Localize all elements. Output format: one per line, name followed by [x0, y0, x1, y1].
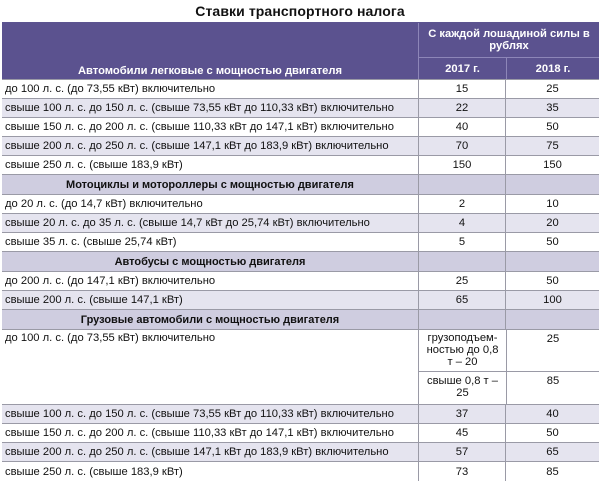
value-2017: 150	[418, 156, 505, 174]
load-capacity-high: свыше 0,8 т – 25	[427, 375, 498, 399]
table-row	[2, 424, 599, 443]
value-2017: 5	[418, 233, 505, 251]
table-row-truck-first	[2, 330, 599, 405]
value-2018: 50	[505, 272, 599, 290]
category-header: Автомобили легковые с мощностью двигателя	[77, 65, 343, 77]
truck-subrows	[418, 330, 599, 404]
table-row	[2, 291, 599, 310]
table-row	[2, 233, 599, 252]
value-2018: 85	[506, 372, 599, 404]
table-row	[2, 137, 599, 156]
page-title: Ставки транспортного налога	[195, 3, 405, 19]
table-row	[2, 99, 599, 118]
value-2018: 10	[505, 195, 599, 213]
row-label: свыше 200 л. с. (свыше 147,1 кВт)	[5, 294, 183, 306]
table-row	[2, 462, 599, 481]
value-2018: 150	[505, 156, 599, 174]
load-capacity-low: грузоподъем-ностью до 0,8 т – 20	[426, 332, 499, 368]
value-2017: 45	[418, 424, 505, 442]
table-row	[2, 272, 599, 291]
rates-header	[418, 23, 599, 79]
value-2018: 75	[505, 137, 599, 155]
value-2017: 73	[418, 462, 505, 481]
value-2018: 85	[505, 462, 599, 481]
value-2017: 22	[418, 99, 505, 117]
row-label: до 20 л. с. (до 14,7 кВт) включительно	[5, 198, 203, 210]
value-2017: 25	[418, 272, 505, 290]
value-2018: 50	[505, 233, 599, 251]
table-row	[2, 443, 599, 462]
row-label: свыше 100 л. с. до 150 л. с. (свыше 73,55 кВт до 110,33 кВт) включительно	[5, 102, 394, 114]
section-header-motorcycles	[2, 175, 599, 195]
section-title: Грузовые автомобили с мощностью двигателя	[80, 313, 340, 326]
row-label: до 100 л. с. (до 73,55 кВт) включительно	[5, 332, 216, 344]
value-2018: 25	[506, 330, 599, 371]
table-row	[2, 214, 599, 233]
value-2017: 4	[418, 214, 505, 232]
value-2017: 2	[418, 195, 505, 213]
value-2018: 20	[505, 214, 599, 232]
section-header-trucks	[2, 310, 599, 330]
value-2018: 40	[505, 405, 599, 423]
table-row	[2, 195, 599, 214]
table-row	[2, 405, 599, 424]
section-header-buses	[2, 252, 599, 272]
value-2017: 70	[418, 137, 505, 155]
value-2018: 50	[505, 424, 599, 442]
row-label: свыше 150 л. с. до 200 л. с. (свыше 110,33 кВт до 147,1 кВт) включительно	[5, 121, 394, 133]
section-title: Автобусы с мощностью двигателя	[114, 255, 306, 268]
tax-rates-table	[2, 22, 599, 481]
table-row	[2, 118, 599, 137]
row-label: свыше 250 л. с. (свыше 183,9 кВт)	[5, 465, 183, 478]
value-2017: 37	[418, 405, 505, 423]
row-label: свыше 20 л. с. до 35 л. с. (свыше 14,7 кВт до 25,74 кВт) включительно	[5, 217, 370, 229]
value-2018: 50	[505, 118, 599, 136]
value-2018: 35	[505, 99, 599, 117]
value-2018: 25	[505, 80, 599, 98]
value-2018: 100	[505, 291, 599, 309]
value-2018: 65	[505, 443, 599, 461]
row-label: до 200 л. с. (до 147,1 кВт) включительно	[5, 275, 216, 287]
section-title: Мотоциклы и мотороллеры с мощностью двигателя	[66, 178, 354, 191]
row-label: до 100 л. с. (до 73,55 кВт) включительно	[5, 83, 216, 95]
row-label: свыше 100 л. с. до 150 л. с. (свыше 73,55 кВт до 110,33 кВт) включительно	[5, 408, 394, 420]
table-header	[2, 23, 599, 80]
row-label: свыше 150 л. с. до 200 л. с. (свыше 110,33 кВт до 147,1 кВт) включительно	[5, 427, 394, 439]
value-2017: 65	[418, 291, 505, 309]
year-2017-header: 2017 г.	[445, 62, 480, 75]
table-row	[2, 156, 599, 175]
year-2018-header: 2018 г.	[506, 58, 599, 79]
value-2017: 40	[418, 118, 505, 136]
rates-header-label: С каждой лошадиной силы в рублях	[419, 23, 599, 58]
table-row	[2, 80, 599, 99]
row-label: свыше 250 л. с. (свыше 183,9 кВт)	[5, 159, 183, 171]
value-2017: 15	[418, 80, 505, 98]
row-label: свыше 200 л. с. до 250 л. с. (свыше 147,1 кВт до 183,9 кВт) включительно	[5, 446, 389, 458]
value-2017: 57	[418, 443, 505, 461]
row-label: свыше 35 л. с. (свыше 25,74 кВт)	[5, 236, 177, 248]
row-label: свыше 200 л. с. до 250 л. с. (свыше 147,1 кВт до 183,9 кВт) включительно	[5, 140, 389, 152]
